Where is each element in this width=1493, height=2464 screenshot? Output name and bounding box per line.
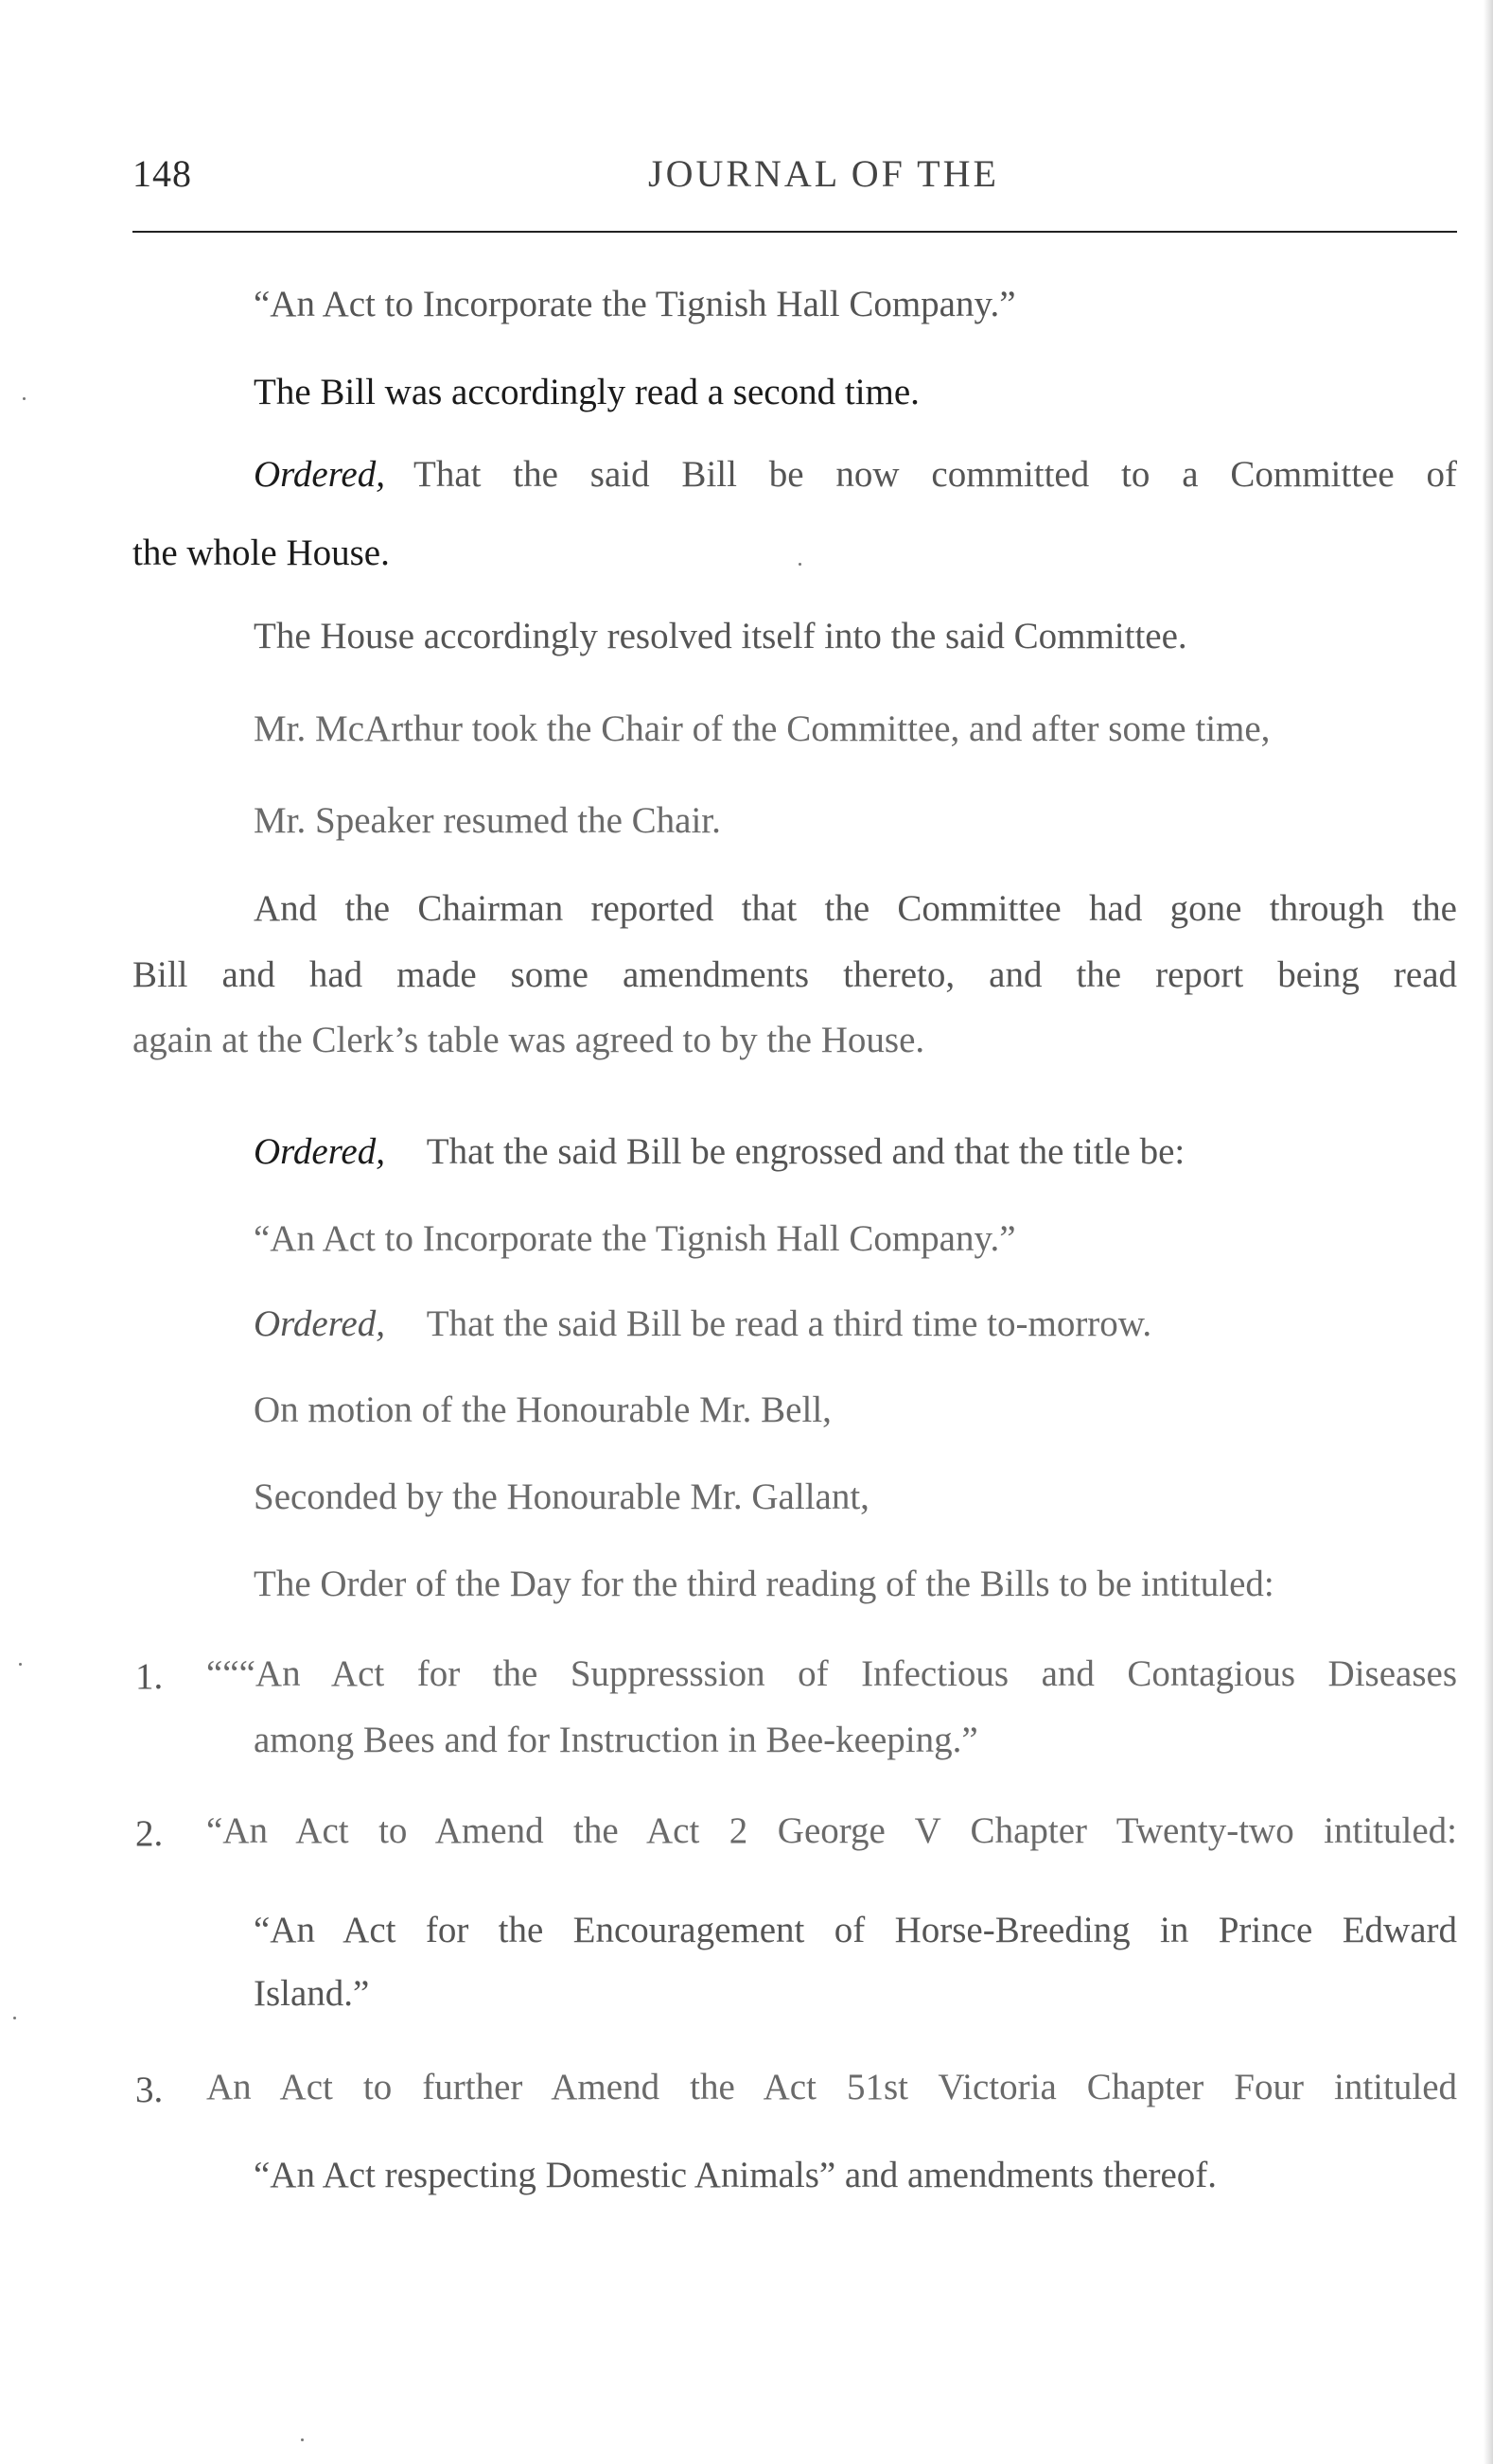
chairman-report-line-2: Bill and had made some amendments thereto, and the report being read: [132, 954, 1457, 995]
chairman-report-line-1: And the Chairman reported that the Committee had gone through the: [254, 888, 1457, 929]
ordered-label: Ordered,: [254, 1131, 385, 1172]
scan-speck: [19, 1663, 22, 1666]
list-item-3-line-1: An Act to further Amend the Act 51st Victoria Chapter Four intituled: [206, 2067, 1457, 2107]
scan-speck: [799, 563, 801, 566]
list-item-1-line-1: “““An Act for the Suppresssion of Infectious and Contagious Diseases: [206, 1653, 1457, 1694]
list-item-number: 3.: [135, 2070, 164, 2110]
page-edge-shadow: [1484, 0, 1493, 2464]
engrossed-title-line: “An Act to Incorporate the Tignish Hall Company.”: [254, 1218, 1016, 1259]
scan-speck: [23, 397, 26, 400]
act-title-line: “An Act to Incorporate the Tignish Hall Company.”: [254, 284, 1016, 324]
scan-speck: [301, 2438, 304, 2441]
ordered-label: Ordered,: [254, 454, 385, 495]
ordered-third-reading-text: That the said Bill be read a third time to-morrow.: [426, 1303, 1152, 1344]
ordered-label: Ordered,: [254, 1303, 385, 1344]
ordered-committed-text: That the said Bill be now committed to a Committee of: [413, 454, 1457, 495]
ordered-engrossed-text: That the said Bill be engrossed and that the title be:: [426, 1131, 1186, 1172]
list-item-2-line-1: “An Act to Amend the Act 2 George V Chapter Twenty-two intituled:: [206, 1810, 1457, 1851]
page-header: [132, 151, 1457, 208]
list-item-number: 2.: [135, 1813, 164, 1854]
list-item-2-line-2: “An Act for the Encouragement of Horse-Breeding in Prince Edward: [254, 1910, 1457, 1950]
second-reading-line: The Bill was accordingly read a second time.: [254, 372, 920, 412]
list-item-3-line-2: “An Act respecting Domestic Animals” and amendments thereof.: [254, 2155, 1218, 2195]
ordered-third-reading-line: [254, 1305, 1151, 1342]
order-of-day-line: The Order of the Day for the third reading of the Bills to be intituled:: [254, 1564, 1274, 1604]
ordered-engrossed-line: [254, 1133, 1185, 1170]
running-head: JOURNAL OF THE: [648, 152, 999, 195]
mcarthur-chair-line: Mr. McArthur took the Chair of the Committee, and after some time,: [254, 708, 1271, 749]
ordered-committed-line: [254, 456, 1457, 493]
whole-house-line: the whole House.: [132, 533, 390, 573]
speaker-resumed-line: Mr. Speaker resumed the Chair.: [254, 800, 721, 841]
resolved-committee-line: The House accordingly resolved itself into the said Committee.: [254, 616, 1187, 656]
motion-line: On motion of the Honourable Mr. Bell,: [254, 1389, 832, 1430]
header-rule: [132, 231, 1457, 233]
seconded-line: Seconded by the Honourable Mr. Gallant,: [254, 1477, 869, 1517]
chairman-report-line-3: again at the Clerk’s table was agreed to by the House.: [132, 1020, 925, 1060]
page-number: 148: [132, 152, 192, 195]
list-item-number: 1.: [135, 1656, 164, 1697]
scan-speck: [13, 2017, 16, 2019]
list-item-1-line-2: among Bees and for Instruction in Bee-keeping.”: [254, 1720, 978, 1760]
list-item-2-line-3: Island.”: [254, 1973, 370, 2014]
